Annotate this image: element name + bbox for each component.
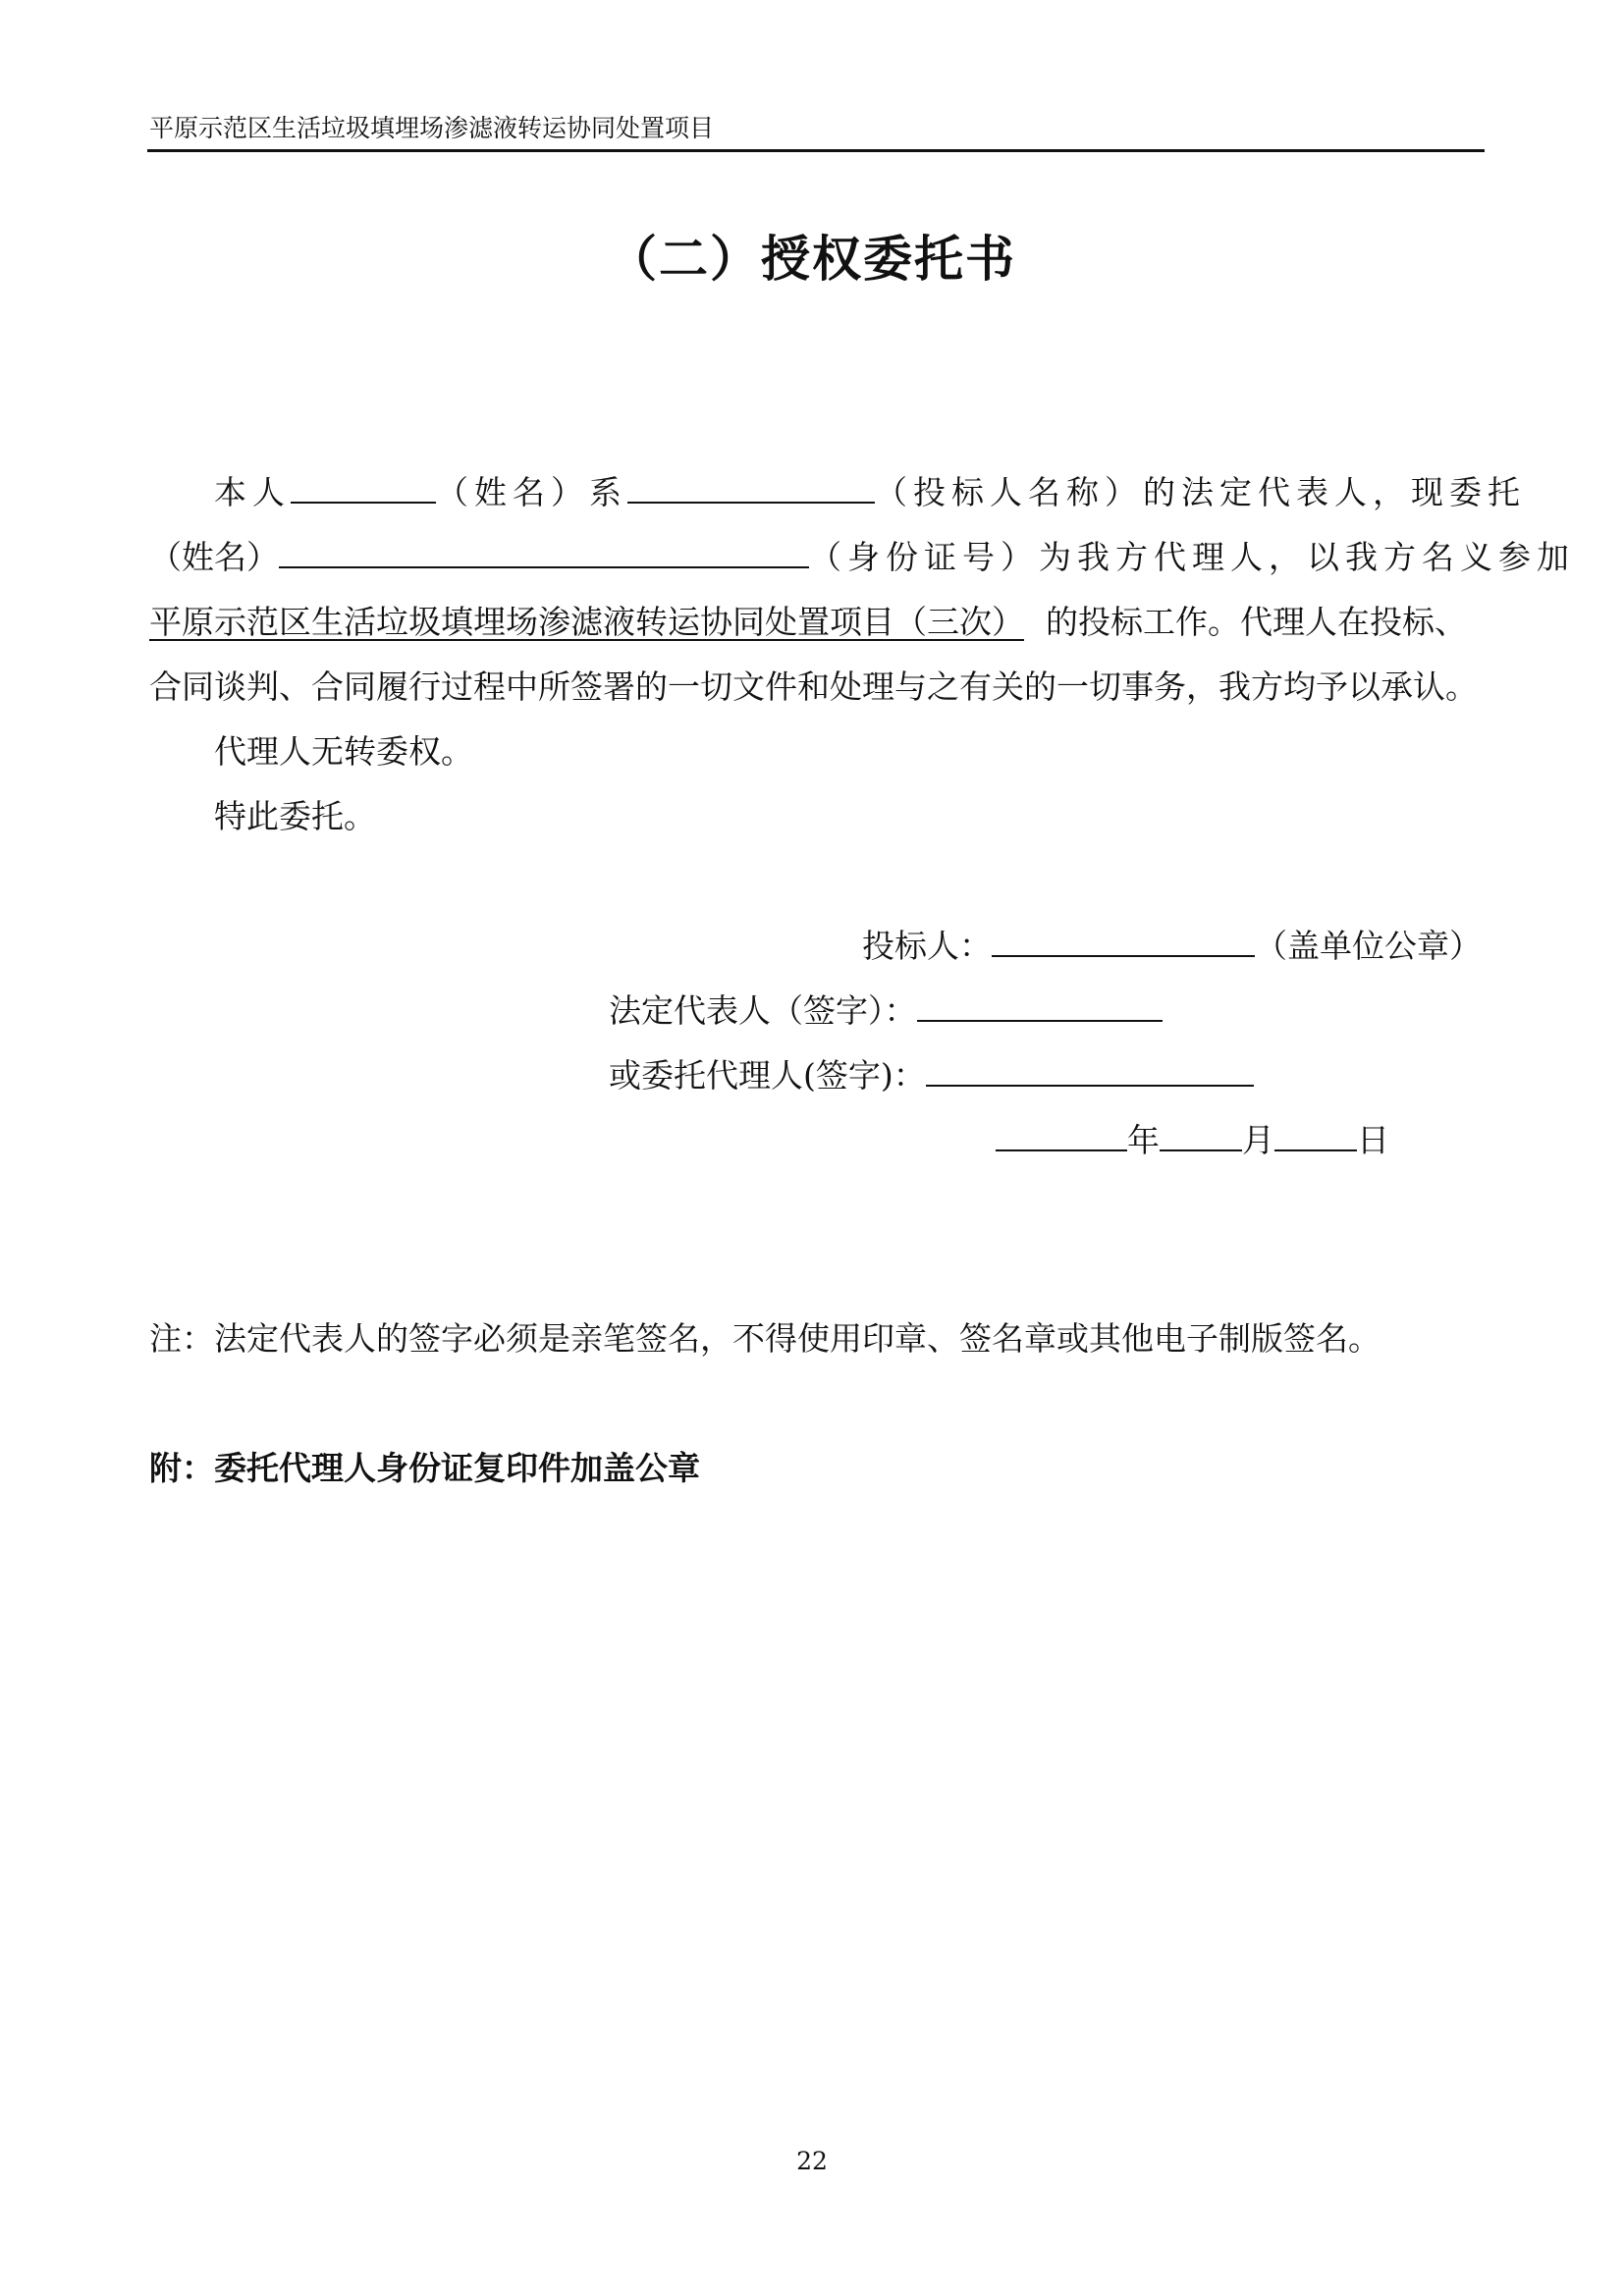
page-number: 22 [796, 2147, 828, 2175]
signature-note: 注：法定代表人的签字必须是亲笔签名，不得使用印章、签名章或其他电子制版签名。 [149, 1319, 1380, 1358]
bidder-signature-line [862, 927, 1482, 966]
year-label: 年 [1127, 1121, 1160, 1159]
legal-rep-signature-line [609, 991, 1163, 1031]
body-line-3 [149, 603, 1467, 642]
agent-name-id-blank[interactable] [279, 539, 809, 568]
text-ben-ren: 本人 [214, 473, 291, 511]
body-line-5: 代理人无转委权。 [214, 732, 473, 771]
text-name-xi: （姓名）系 [436, 473, 627, 511]
month-label: 月 [1242, 1121, 1274, 1159]
header-rule [147, 149, 1485, 152]
running-header: 平原示范区生活垃圾填埋场渗滤液转运协同处置项目 [149, 114, 715, 142]
text-bid-work: 的投标工作。代理人在投标、 [1046, 603, 1467, 641]
day-blank[interactable] [1274, 1122, 1357, 1151]
body-line-4: 合同谈判、合同履行过程中所签署的一切文件和处理与之有关的一切事务，我方均予以承认。 [149, 667, 1478, 706]
day-label: 日 [1357, 1121, 1389, 1159]
agent-blank[interactable] [926, 1057, 1254, 1087]
project-name: 平原示范区生活垃圾填埋场渗滤液转运协同处置项目（三次） [149, 603, 1024, 641]
body-line-6: 特此委托。 [214, 797, 376, 835]
month-blank[interactable] [1160, 1122, 1242, 1151]
bidder-seal-suffix: （盖单位公章） [1255, 927, 1482, 965]
date-line [996, 1121, 1389, 1160]
text-legal-rep: （投标人名称）的法定代表人，现委托 [875, 473, 1526, 511]
text-name: （姓名） [149, 538, 279, 576]
bidder-label: 投标人： [862, 927, 992, 965]
attachment-note: 附：委托代理人身份证复印件加盖公章 [149, 1449, 700, 1487]
bidder-blank[interactable] [992, 928, 1255, 957]
agent-signature-line [609, 1056, 1254, 1095]
legal-rep-label: 法定代表人（签字）： [609, 991, 917, 1030]
legal-rep-blank[interactable] [917, 992, 1163, 1022]
body-line-1 [214, 473, 1526, 512]
agent-label: 或委托代理人(签字)： [609, 1056, 926, 1095]
text-id-number: （身份证号）为我方代理人，以我方名义参加 [809, 538, 1575, 576]
year-blank[interactable] [996, 1122, 1127, 1151]
body-line-2 [149, 538, 1575, 577]
document-title: （二）授权委托书 [608, 230, 1016, 288]
bidder-name-blank[interactable] [627, 474, 875, 504]
name-blank[interactable] [291, 474, 436, 504]
